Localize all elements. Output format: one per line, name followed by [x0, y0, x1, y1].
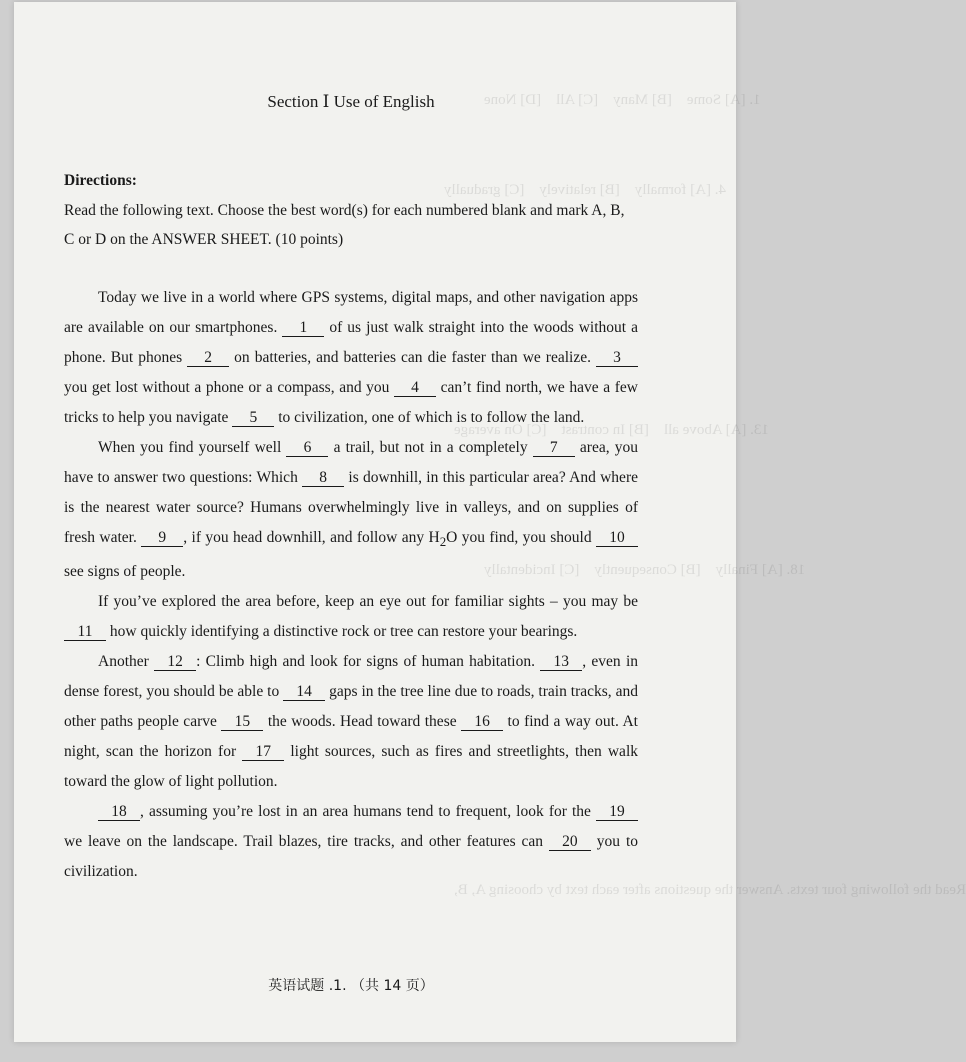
blank-8: 8 [302, 469, 344, 487]
passage-text: is downhill, in this particular area? And where is the nearest water source? Humans overwhelmingly live in valleys, and on supplies of fresh water. [64, 469, 638, 546]
blank-15: 15 [221, 713, 263, 731]
blank-18: 18 [98, 803, 140, 821]
section-title: Section Ⅰ Use of English [267, 92, 435, 111]
subscript-2: 2 [439, 534, 447, 550]
bleed-through-text: Read the following four texts. Answer the questions after each text by choosing A, B, [454, 882, 966, 898]
directions-heading: Directions: [64, 172, 137, 189]
passage-paragraph-2 [64, 433, 638, 587]
passage-text: Another [98, 653, 155, 671]
bleed-through-text: 18. [A] Finally [B] Consequently [C] Incidentally [484, 562, 806, 578]
passage-text: light sources, such as fires and streetlights, then walk toward the glow of light pollution. [64, 743, 638, 791]
blank-17: 17 [242, 743, 284, 761]
blank-12: 12 [154, 653, 196, 671]
passage-text: you to civilization. [64, 833, 638, 881]
blank-7: 7 [533, 439, 575, 457]
blank-11: 11 [64, 623, 106, 641]
passage-text: to civilization, one of which is to follow the land. [274, 409, 585, 426]
blank-19: 19 [596, 803, 638, 821]
blank-6: 6 [286, 439, 328, 457]
blank-16: 16 [461, 713, 503, 731]
blank-13: 13 [540, 653, 582, 671]
blank-9: 9 [141, 529, 183, 547]
blank-20: 20 [549, 833, 591, 851]
passage-paragraph-4 [64, 647, 638, 797]
passage-paragraph-1 [64, 283, 638, 433]
blank-5: 5 [232, 409, 274, 427]
passage-text: Today we live in a world where GPS systems, digital maps, and other navigation apps are available on our smartphones. [64, 289, 638, 336]
passage-text: to find a way out. At night, scan the horizon for [64, 713, 638, 761]
blank-3: 3 [596, 349, 638, 367]
blank-4: 4 [394, 379, 436, 397]
bleed-through-text: 13. [A] Above all [B] In contrast [C] On average [454, 422, 769, 438]
passage-text: , if you head downhill, and follow any H [183, 529, 440, 546]
passage-text: see signs of people. [64, 563, 186, 581]
blank-10: 10 [596, 529, 638, 547]
exam-page [14, 2, 966, 1042]
blank-1: 1 [282, 319, 324, 337]
passage-text: O you find, you should [446, 529, 597, 546]
cloze-passage [64, 283, 638, 887]
passage-text: how quickly identifying a distinctive rock or tree can restore your bearings. [106, 623, 578, 641]
passage-text: we leave on the landscape. Trail blazes, tire tracks, and other features can [64, 833, 549, 851]
bleed-through-text: 4. [A] formally [B] relatively [C] gradually [444, 182, 726, 198]
passage-text: can’t find north, we have a few tricks to help you navigate [64, 379, 638, 426]
blank-14: 14 [283, 683, 325, 701]
passage-text: , even in dense forest, you should be able to [64, 653, 638, 701]
passage-text: area, you have to answer two questions: Which [64, 439, 638, 486]
bleed-through-text: 1. [A] Some [B] Many [C] All [D] None [484, 92, 761, 108]
directions-text: Read the following text. Choose the best word(s) for each numbered blank and mark A, B, C or D on the ANSWER SHEET. (10 points) [64, 202, 625, 248]
passage-text: If you’ve explored the area before, keep an eye out for familiar sights – you may be [98, 593, 638, 611]
page-footer: 英语试题 .1. （共 14 页） [268, 978, 434, 994]
passage-text: , assuming you’re lost in an area humans tend to frequent, look for the [140, 803, 596, 821]
passage-paragraph-3 [64, 587, 638, 647]
passage-text: : Climb high and look for signs of human habitation. [196, 653, 541, 671]
passage-paragraph-5 [64, 797, 638, 887]
passage-text: you get lost without a phone or a compass, and you [64, 379, 395, 396]
blank-2: 2 [187, 349, 229, 367]
passage-text: a trail, but not in a completely [328, 439, 533, 456]
passage-text: When you find yourself well [98, 439, 287, 456]
passage-text: on batteries, and batteries can die faster than we realize. [229, 349, 597, 366]
passage-text: gaps in the tree line due to roads, train tracks, and other paths people carve [64, 683, 638, 731]
passage-text: the woods. Head toward these [263, 713, 462, 731]
passage-text: of us just walk straight into the woods without a phone. But phones [64, 319, 638, 366]
